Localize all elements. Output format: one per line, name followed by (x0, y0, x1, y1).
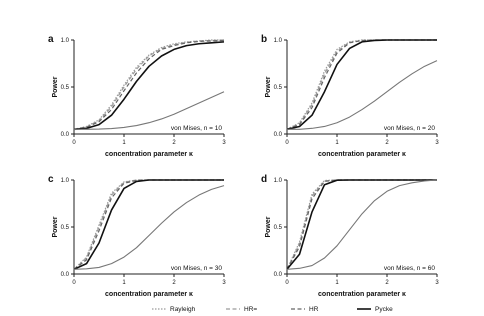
x-tick-label: 3 (222, 140, 226, 146)
x-tick-label: 1 (335, 280, 339, 286)
x-tick-label: 0 (72, 280, 76, 286)
series-line-3 (287, 180, 437, 269)
x-axis-label: concentration parameter κ (318, 151, 406, 158)
y-tick-label: 1.0 (273, 178, 282, 184)
y-axis-label: Power (52, 216, 59, 238)
x-tick-label: 0 (285, 140, 289, 146)
series-line-4 (287, 40, 437, 129)
series-line-3 (287, 40, 437, 129)
series-line-5 (74, 186, 224, 270)
panel-letter: a (48, 34, 54, 45)
x-axis-label: concentration parameter κ (318, 291, 406, 298)
panel-annotation: von Mises, n = 30 (170, 265, 222, 272)
x-tick-label: 2 (385, 280, 389, 286)
panel-b (261, 34, 439, 158)
panel-a (48, 34, 226, 158)
panel-annotation: von Mises, n = 20 (383, 125, 435, 132)
legend-label: HR (309, 306, 319, 313)
legend-label: Pycke (375, 306, 393, 313)
y-tick-label: 0.5 (273, 85, 282, 91)
panel-annotation: von Mises, n = 10 (170, 125, 222, 132)
y-axis-label: Power (265, 216, 272, 238)
x-tick-label: 1 (122, 140, 126, 146)
y-tick-label: 0.0 (60, 132, 69, 138)
series-line-2 (287, 40, 437, 129)
y-axis-label: Power (52, 76, 59, 98)
series-line-5 (287, 180, 437, 269)
x-tick-label: 2 (385, 140, 389, 146)
panel-d (261, 174, 439, 298)
panel-letter: c (48, 174, 54, 185)
y-tick-label: 0.5 (60, 225, 69, 231)
x-tick-label: 3 (435, 140, 439, 146)
x-tick-label: 0 (72, 140, 76, 146)
series-line-4 (287, 180, 437, 269)
series-line-1 (287, 180, 437, 269)
series-line-1 (74, 40, 224, 129)
legend-label: Rayleigh (170, 306, 196, 313)
legend (152, 306, 393, 313)
series-line-2 (74, 40, 224, 129)
y-tick-label: 0.0 (273, 132, 282, 138)
x-tick-label: 1 (335, 140, 339, 146)
y-tick-label: 0.0 (273, 272, 282, 278)
legend-label: HR= (244, 306, 258, 313)
x-tick-label: 2 (172, 140, 176, 146)
series-line-5 (74, 92, 224, 130)
panel-letter: b (261, 34, 268, 45)
y-tick-label: 1.0 (60, 178, 69, 184)
series-line-3 (74, 40, 224, 129)
y-tick-label: 1.0 (60, 38, 69, 44)
series-line-2 (287, 180, 437, 269)
y-axis-label: Power (265, 76, 272, 98)
y-tick-label: 0.0 (60, 272, 69, 278)
x-tick-label: 2 (172, 280, 176, 286)
panel-annotation: von Mises, n = 60 (383, 265, 435, 272)
x-axis-label: concentration parameter κ (105, 151, 193, 158)
series-line-1 (287, 40, 437, 129)
y-tick-label: 0.5 (60, 85, 69, 91)
x-tick-label: 3 (222, 280, 226, 286)
series-line-5 (287, 61, 437, 130)
panel-c (48, 174, 226, 298)
x-tick-label: 3 (435, 280, 439, 286)
y-tick-label: 1.0 (273, 38, 282, 44)
y-tick-label: 0.5 (273, 225, 282, 231)
panel-letter: d (261, 174, 268, 185)
x-axis-label: concentration parameter κ (105, 291, 193, 298)
x-tick-label: 1 (122, 280, 126, 286)
x-tick-label: 0 (285, 280, 289, 286)
